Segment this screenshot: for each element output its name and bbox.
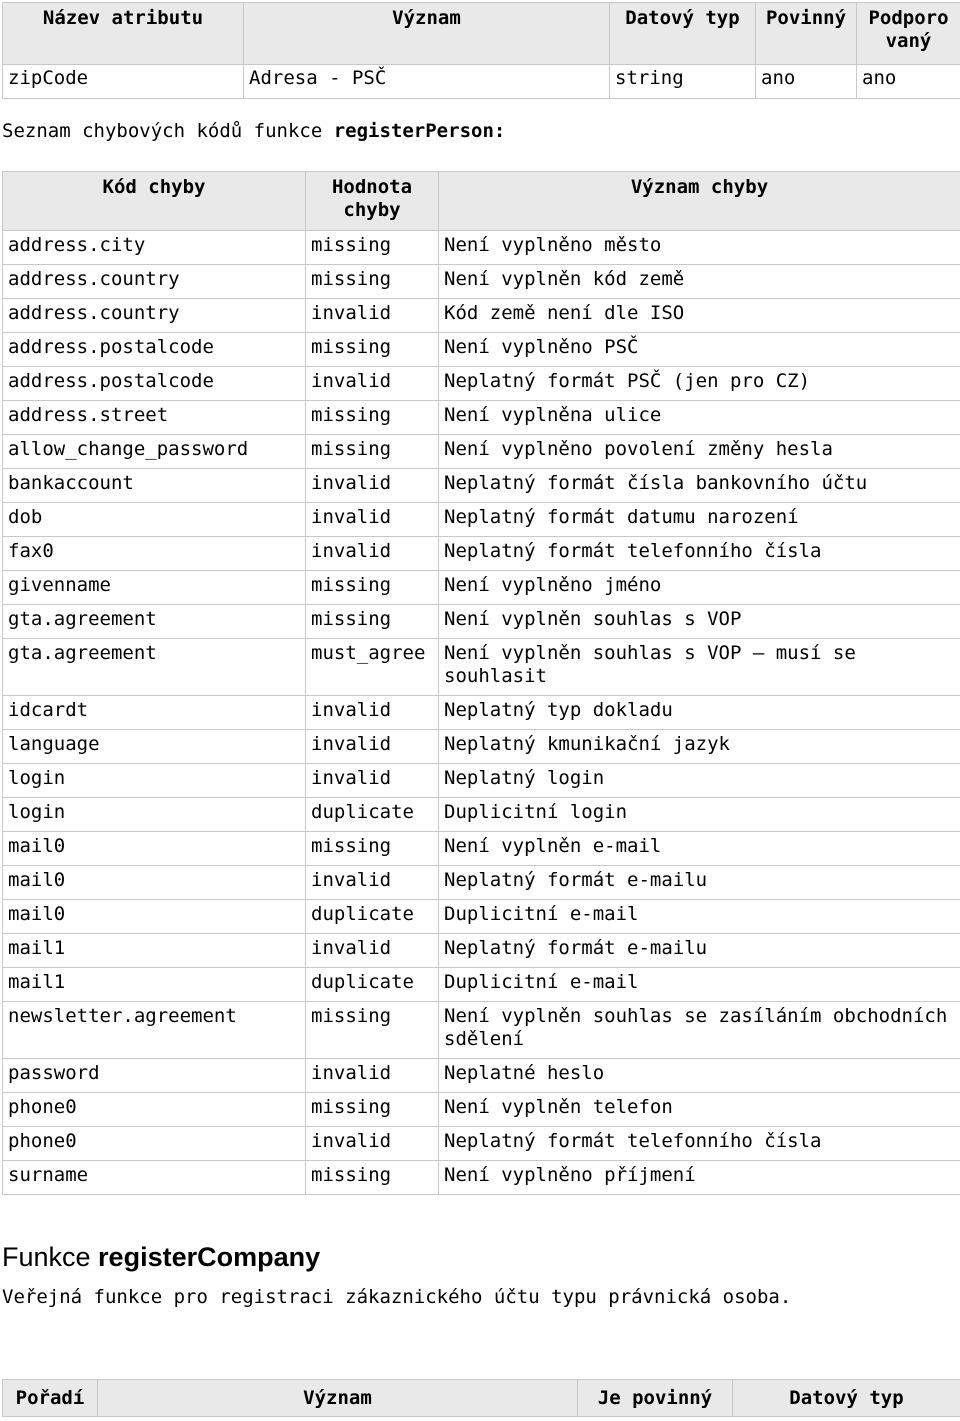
cell-error-value: missing	[306, 1161, 439, 1195]
table-row	[3, 696, 960, 730]
cell-error-code: password	[3, 1059, 306, 1093]
table-row	[3, 469, 960, 503]
table-row	[3, 639, 960, 696]
cell-error-value: missing	[306, 333, 439, 367]
cell-error-code: address.street	[3, 401, 306, 435]
cell-error-value: invalid	[306, 367, 439, 401]
cell-error-meaning: Duplicitní login	[439, 798, 960, 832]
cell-error-value: missing	[306, 401, 439, 435]
cell-meaning: Adresa - PSČ	[244, 65, 610, 99]
header-data-type: Datový typ	[610, 3, 756, 65]
cell-error-meaning: Není vyplněno příjmení	[439, 1161, 960, 1195]
table-row	[3, 299, 960, 333]
cell-error-code: gta.agreement	[3, 639, 306, 696]
table-row	[3, 1002, 960, 1059]
cell-error-meaning: Není vyplněno jméno	[439, 571, 960, 605]
cell-error-meaning: Neplatný kmunikační jazyk	[439, 730, 960, 764]
cell-error-meaning: Není vyplněn telefon	[439, 1093, 960, 1127]
cell-error-code: mail0	[3, 866, 306, 900]
cell-error-code: mail1	[3, 934, 306, 968]
table-row	[3, 367, 960, 401]
section-heading-prefix: Funkce	[2, 1242, 99, 1272]
cell-error-value: missing	[306, 605, 439, 639]
parameters-table	[2, 1379, 960, 1417]
header-supported: Podporo vaný	[857, 3, 960, 65]
cell-error-value: invalid	[306, 1127, 439, 1161]
table-row	[3, 968, 960, 1002]
cell-error-meaning: Není vyplněn souhlas s VOP	[439, 605, 960, 639]
cell-error-meaning: Není vyplněna ulice	[439, 401, 960, 435]
error-table-header	[3, 172, 960, 231]
intro-text: Seznam chybových kódů funkce	[2, 120, 334, 142]
cell-error-code: login	[3, 764, 306, 798]
cell-error-meaning: Není vyplněno město	[439, 231, 960, 265]
cell-error-value: missing	[306, 571, 439, 605]
cell-error-value: missing	[306, 1093, 439, 1127]
cell-required: ano	[756, 65, 857, 99]
cell-error-meaning: Neplatný formát PSČ (jen pro CZ)	[439, 367, 960, 401]
table-row	[3, 231, 960, 265]
cell-error-meaning: Není vyplněno povolení změny hesla	[439, 435, 960, 469]
error-table-body	[3, 231, 960, 1195]
table-row	[3, 435, 960, 469]
cell-error-meaning: Neplatný formát datumu narození	[439, 503, 960, 537]
cell-error-code: givenname	[3, 571, 306, 605]
section-heading-function: registerCompany	[98, 1242, 321, 1272]
cell-error-meaning: Neplatný formát telefonního čísla	[439, 1127, 960, 1161]
cell-error-value: invalid	[306, 537, 439, 571]
cell-error-meaning: Neplatný formát e-mailu	[439, 866, 960, 900]
error-code-table	[2, 171, 960, 1195]
table-row	[3, 1093, 960, 1127]
cell-error-code: address.postalcode	[3, 333, 306, 367]
table-row	[3, 798, 960, 832]
attribute-table-header	[3, 3, 960, 65]
cell-error-value: missing	[306, 832, 439, 866]
cell-error-meaning: Neplatné heslo	[439, 1059, 960, 1093]
header-attribute-name: Název atributu	[3, 3, 244, 65]
cell-error-code: bankaccount	[3, 469, 306, 503]
table-row	[3, 571, 960, 605]
table-row	[3, 934, 960, 968]
cell-error-code: mail0	[3, 900, 306, 934]
table-row	[3, 764, 960, 798]
table-row	[3, 65, 960, 99]
intro-function-name: registerPerson:	[333, 120, 506, 142]
attribute-table	[2, 2, 960, 99]
header-error-meaning: Význam chyby	[439, 172, 960, 231]
table-row	[3, 832, 960, 866]
error-list-intro	[2, 120, 505, 142]
cell-error-code: mail1	[3, 968, 306, 1002]
section-heading	[2, 1242, 320, 1273]
cell-error-value: invalid	[306, 299, 439, 333]
cell-error-value: missing	[306, 231, 439, 265]
table-row	[3, 401, 960, 435]
header-error-code: Kód chyby	[3, 172, 306, 231]
header-param-meaning: Význam	[98, 1380, 578, 1417]
table-row	[3, 1161, 960, 1195]
cell-error-meaning: Neplatný formát telefonního čísla	[439, 537, 960, 571]
cell-error-value: invalid	[306, 934, 439, 968]
cell-error-code: idcardt	[3, 696, 306, 730]
header-param-data-type: Datový typ	[733, 1380, 960, 1417]
cell-error-code: phone0	[3, 1093, 306, 1127]
cell-error-meaning: Neplatný login	[439, 764, 960, 798]
cell-error-code: newsletter.agreement	[3, 1002, 306, 1059]
cell-error-code: address.country	[3, 265, 306, 299]
table-row	[3, 265, 960, 299]
cell-error-value: invalid	[306, 503, 439, 537]
header-error-value: Hodnota chyby	[306, 172, 439, 231]
cell-error-meaning: Není vyplněn souhlas se zasíláním obchodních sdělení	[439, 1002, 960, 1059]
cell-error-code: address.postalcode	[3, 367, 306, 401]
cell-error-value: invalid	[306, 730, 439, 764]
table-row	[3, 503, 960, 537]
cell-error-code: address.country	[3, 299, 306, 333]
table-row	[3, 866, 960, 900]
cell-error-meaning: Není vyplněn kód země	[439, 265, 960, 299]
header-is-required: Je povinný	[578, 1380, 733, 1417]
cell-error-value: missing	[306, 435, 439, 469]
cell-error-code: surname	[3, 1161, 306, 1195]
cell-error-value: missing	[306, 1002, 439, 1059]
table-row	[3, 900, 960, 934]
cell-error-meaning: Není vyplněn e-mail	[439, 832, 960, 866]
cell-error-value: invalid	[306, 764, 439, 798]
cell-error-code: login	[3, 798, 306, 832]
cell-supported: ano	[857, 65, 960, 99]
cell-error-value: invalid	[306, 866, 439, 900]
cell-error-code: language	[3, 730, 306, 764]
cell-error-meaning: Neplatný formát e-mailu	[439, 934, 960, 968]
cell-error-value: must_agree	[306, 639, 439, 696]
cell-error-value: duplicate	[306, 968, 439, 1002]
cell-error-value: invalid	[306, 469, 439, 503]
cell-error-code: address.city	[3, 231, 306, 265]
cell-error-code: allow_change_password	[3, 435, 306, 469]
cell-error-code: dob	[3, 503, 306, 537]
table-row	[3, 605, 960, 639]
cell-attribute-name: zipCode	[3, 65, 244, 99]
header-order: Pořadí	[3, 1380, 98, 1417]
cell-error-meaning: Neplatný formát čísla bankovního účtu	[439, 469, 960, 503]
cell-error-value: duplicate	[306, 900, 439, 934]
header-meaning: Význam	[244, 3, 610, 65]
cell-error-code: fax0	[3, 537, 306, 571]
table-row	[3, 1059, 960, 1093]
table-row	[3, 1127, 960, 1161]
cell-error-value: invalid	[306, 696, 439, 730]
cell-error-meaning: Není vyplněno PSČ	[439, 333, 960, 367]
cell-error-code: gta.agreement	[3, 605, 306, 639]
cell-error-meaning: Duplicitní e-mail	[439, 900, 960, 934]
cell-error-value: invalid	[306, 1059, 439, 1093]
cell-error-value: duplicate	[306, 798, 439, 832]
cell-error-code: phone0	[3, 1127, 306, 1161]
cell-error-meaning: Neplatný typ dokladu	[439, 696, 960, 730]
table-row	[3, 730, 960, 764]
cell-error-meaning: Duplicitní e-mail	[439, 968, 960, 1002]
cell-data-type: string	[610, 65, 756, 99]
cell-error-meaning: Kód země není dle ISO	[439, 299, 960, 333]
header-required: Povinný	[756, 3, 857, 65]
table-row	[3, 333, 960, 367]
parameters-table-header	[3, 1380, 960, 1417]
cell-error-value: missing	[306, 265, 439, 299]
section-description: Veřejná funkce pro registraci zákaznického účtu typu právnická osoba.	[2, 1286, 792, 1308]
cell-error-code: mail0	[3, 832, 306, 866]
cell-error-meaning: Není vyplněn souhlas s VOP – musí se souhlasit	[439, 639, 960, 696]
table-row	[3, 537, 960, 571]
